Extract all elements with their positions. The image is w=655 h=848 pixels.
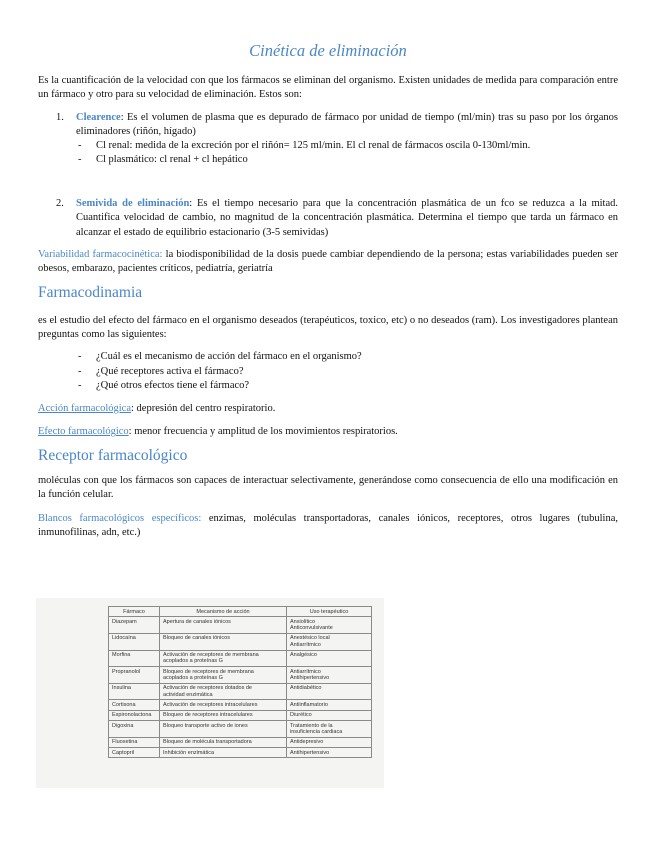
list-item-semivida <box>38 197 618 240</box>
drug-cell: Digoxina <box>109 721 160 738</box>
questions-list <box>38 350 618 393</box>
table-row <box>109 748 372 758</box>
mechanism-cell: Bloqueo transporte activo de iones <box>160 721 287 738</box>
column-header: Fármaco <box>109 607 160 617</box>
blancos-text: enzimas, moléculas transportadoras, canales iónicos, receptores, otros lugares (tubulina, inmunofilinas, adn, etc.) <box>38 512 618 538</box>
page-title: Cinética de eliminación <box>249 41 407 60</box>
clearence-text: : Es el volumen de plasma que es depurado de fármaco por unidad de tiempo (ml/min) tras su paso por los órganos eliminadores (riñón, hígado) <box>76 111 618 137</box>
use-cell: Antidiabético <box>287 683 372 700</box>
mechanism-cell: Bloqueo de receptores intracelulares <box>160 710 287 720</box>
table-body <box>109 617 372 758</box>
semivida-text: : Es el tiempo necesario para que la concentración plasmática de un fco se reduzca a la mitad. Cuantifica velocidad de cambio, no magnitud de la concentración plasmática. Determina el tiempo que tarda un fármaco en alcanzar el estado de equilibrio estacionario (3-5 semividas) <box>76 198 618 238</box>
mechanism-cell: Apertura de canales iónicos <box>160 617 287 634</box>
drug-cell: Insulina <box>109 683 160 700</box>
elimination-list <box>38 111 618 240</box>
variabilidad-paragraph <box>38 248 618 276</box>
mechanism-cell: Activación de receptores dotados de actividad enzimática <box>160 683 287 700</box>
accion-text: : depresión del centro respiratorio. <box>131 402 276 414</box>
receptor-heading: Receptor farmacológico <box>38 447 188 465</box>
question-item: - ¿Qué receptores activa el fármaco? <box>38 365 618 379</box>
farmacodinamia-paragraph: es el estudio del efecto del fármaco en el organismo deseados (terapéuticos, toxico, etc) o no deseados (ram). Los investigadores plantean preguntas como las siguientes: <box>38 315 618 341</box>
list-number: 1. <box>56 111 64 123</box>
table-row <box>109 683 372 700</box>
use-cell: Analgésico <box>287 650 372 667</box>
question-item: - ¿Qué otros efectos tiene el fármaco? <box>38 379 618 393</box>
drug-table-image <box>36 598 384 788</box>
drug-table <box>108 606 372 758</box>
table-header-row <box>109 607 372 617</box>
table-row <box>109 710 372 720</box>
semivida-term: Semivida de eliminación <box>76 198 190 210</box>
sublist-item: - Cl plasmático: cl renal + cl hepático <box>38 153 618 167</box>
accion-link[interactable]: Acción farmacológica <box>38 402 131 414</box>
use-cell: Antihipertensivo <box>287 748 372 758</box>
mechanism-cell: Activación de receptores intracelulares <box>160 700 287 710</box>
drug-cell: Diazepam <box>109 617 160 634</box>
drug-cell: Captopril <box>109 748 160 758</box>
mechanism-cell: Inhibición enzimática <box>160 748 287 758</box>
sublist-item: - Cl renal: medida de la excreción por el riñón= 125 ml/min. El cl renal de fármacos oscila 0-130ml/min. <box>38 139 618 153</box>
table-row <box>109 667 372 684</box>
table-row <box>109 633 372 650</box>
efecto-link[interactable]: Efecto farmacológico <box>38 426 129 438</box>
table-row <box>109 650 372 667</box>
variabilidad-term: Variabilidad farmacocinética: <box>38 248 163 260</box>
column-header: Uso terapéutico <box>287 607 372 617</box>
clearence-term: Clearence <box>76 111 121 123</box>
drug-cell: Cortisona <box>109 700 160 710</box>
blancos-paragraph <box>38 512 618 540</box>
use-cell: Tratamiento de la insuficiencia cardiaca <box>287 721 372 738</box>
mechanism-cell: Bloqueo de molécula transportadora <box>160 737 287 747</box>
drug-cell: Espironolactona <box>109 710 160 720</box>
mechanism-cell: Activación de receptores de membrana acoplados a proteínas G <box>160 650 287 667</box>
drug-cell: Propranolol <box>109 667 160 684</box>
drug-cell: Fluoxetina <box>109 737 160 747</box>
table-row <box>109 721 372 738</box>
use-cell: Anestésico local Antiarrítmico <box>287 633 372 650</box>
use-cell: Antiinflamatorio <box>287 700 372 710</box>
list-number: 2. <box>56 198 64 210</box>
efecto-paragraph <box>38 425 618 439</box>
use-cell: Antiarrítmico Antihipertensivo <box>287 667 372 684</box>
blancos-term: Blancos farmacológicos específicos: <box>38 512 202 524</box>
receptor-paragraph: moléculas con que los fármacos son capaces de interactuar selectivamente, generándose como consecuencia de ello una modificación en la función celular. <box>38 475 618 501</box>
mechanism-cell: Bloqueo de canales iónicos <box>160 633 287 650</box>
table-row <box>109 617 372 634</box>
table-row <box>109 700 372 710</box>
intro-paragraph: Es la cuantificación de la velocidad con que los fármacos se eliminan del organismo. Existen unidades de medida para comparación entre un fármaco y otro para su velocidad de eliminación. Estos son: <box>38 75 618 101</box>
list-item-clearence <box>38 111 618 168</box>
variabilidad-text: la biodisponibilidad de la dosis puede cambiar dependiendo de la persona; estas variabilidades pueden ser obesos, embarazo, pacientes críticos, pediatría, geriatría <box>38 248 618 274</box>
table-row <box>109 737 372 747</box>
use-cell: Diurético <box>287 710 372 720</box>
document-page <box>38 40 618 540</box>
column-header: Mecanismo de acción <box>160 607 287 617</box>
clearence-sublist <box>38 139 618 167</box>
drug-cell: Lidocaína <box>109 633 160 650</box>
efecto-text: : menor frecuencia y amplitud de los movimientos respiratorios. <box>128 426 398 438</box>
use-cell: Antidepresivo <box>287 737 372 747</box>
use-cell: Ansiolítico Anticonvulsivante <box>287 617 372 634</box>
farmacodinamia-heading: Farmacodinamia <box>38 284 143 302</box>
drug-cell: Morfina <box>109 650 160 667</box>
mechanism-cell: Bloqueo de receptores de membrana acoplados a proteínas G <box>160 667 287 684</box>
question-item: - ¿Cuál es el mecanismo de acción del fármaco en el organismo? <box>38 350 618 364</box>
accion-paragraph <box>38 402 618 416</box>
